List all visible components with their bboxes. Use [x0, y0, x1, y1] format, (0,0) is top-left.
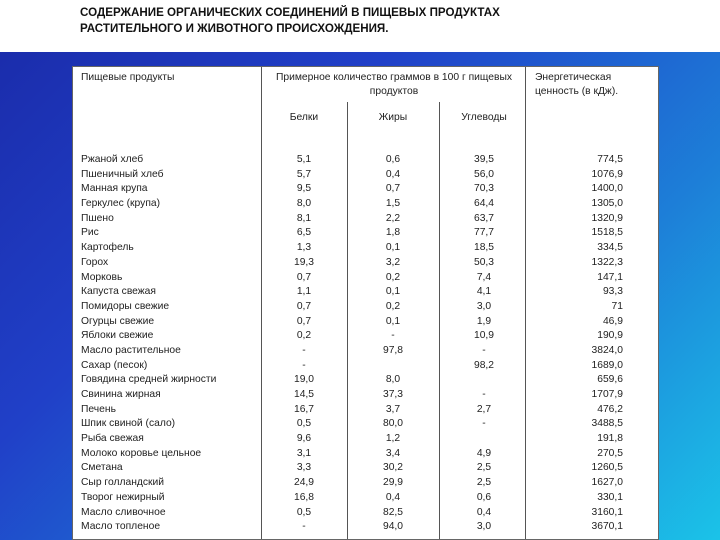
- carbs-value: 56,0: [473, 168, 495, 180]
- protein-value: -: [302, 521, 306, 533]
- product-name: Манная крупа: [81, 183, 148, 195]
- product-name: Горох: [81, 256, 109, 268]
- table-row: [73, 226, 658, 241]
- product-name: Молоко коровье цельное: [81, 447, 202, 459]
- table-row: [73, 168, 658, 183]
- fat-value: 30,2: [382, 462, 404, 474]
- energy-value: 71: [611, 300, 623, 312]
- slide-title: [0, 0, 720, 52]
- table-row: [73, 417, 658, 432]
- fat-value: 0,4: [385, 491, 401, 503]
- fat-value: 0,6: [385, 154, 401, 165]
- energy-value: 1689,0: [591, 359, 623, 371]
- energy-value: 1320,9: [591, 212, 623, 224]
- product-name: Огурцы свежие: [81, 315, 155, 327]
- protein-value: 0,2: [296, 330, 312, 342]
- carbs-value: -: [482, 418, 486, 430]
- fat-value: 2,2: [385, 212, 401, 224]
- product-name: Пшеничный хлеб: [81, 168, 164, 180]
- product-name: Помидоры свежие: [81, 300, 170, 312]
- header-energy: Энергетическая ценность (в кДж).: [535, 72, 619, 97]
- product-name: Морковь: [81, 271, 123, 283]
- energy-value: 93,3: [602, 286, 623, 298]
- product-name: Масло сливочное: [81, 506, 166, 518]
- table-row: [73, 315, 658, 330]
- table-row: [73, 403, 658, 418]
- protein-value: 0,5: [296, 418, 312, 430]
- fat-value: 37,3: [382, 389, 404, 400]
- fat-value: 3,7: [385, 403, 401, 415]
- protein-value: 5,7: [296, 168, 312, 180]
- energy-value: 1260,5: [591, 462, 623, 474]
- product-name: Творог нежирный: [81, 491, 165, 503]
- protein-value: -: [302, 359, 306, 371]
- energy-value: 1322,3: [591, 256, 623, 268]
- fat-value: 0,2: [385, 271, 401, 283]
- title-line-1: СОДЕРЖАНИЕ ОРГАНИЧЕСКИХ СОЕДИНЕНИЙ В ПИЩЕВЫХ ПРОДУКТАХ: [80, 6, 500, 19]
- table-body: [73, 153, 658, 535]
- protein-value: 0,7: [296, 300, 312, 312]
- header-products: Пищевые продукты: [81, 72, 175, 83]
- energy-value: 1707,9: [591, 389, 623, 400]
- fat-value: 1,5: [385, 198, 401, 210]
- energy-value: 334,5: [597, 242, 623, 254]
- fat-value: 82,5: [382, 506, 404, 518]
- protein-value: 3,1: [296, 447, 312, 459]
- fat-value: 1,2: [385, 433, 401, 445]
- table-row: [73, 329, 658, 344]
- header-fat: Жиры: [378, 112, 408, 123]
- table-row: [73, 506, 658, 521]
- product-name: Яблоки свежие: [81, 330, 154, 342]
- table-row: [73, 432, 658, 447]
- protein-value: 19,3: [293, 256, 315, 268]
- fat-value: 3,2: [385, 256, 401, 268]
- carbs-value: 39,5: [473, 154, 495, 165]
- protein-value: -: [302, 344, 306, 356]
- carbs-value: 18,5: [473, 242, 495, 254]
- fat-value: 97,8: [382, 344, 404, 356]
- table-row: [73, 447, 658, 462]
- energy-value: 774,5: [597, 154, 623, 165]
- fat-value: 0,4: [385, 168, 401, 180]
- protein-value: 8,1: [296, 212, 312, 224]
- table-row: [73, 388, 658, 403]
- carbs-value: 7,4: [476, 271, 492, 283]
- product-name: Ржаной хлеб: [81, 154, 144, 165]
- carbs-value: 3,0: [476, 300, 492, 312]
- fat-value: 8,0: [385, 374, 401, 386]
- table-row: [73, 153, 658, 168]
- product-name: Капуста свежая: [81, 286, 156, 298]
- fat-value: 29,9: [382, 477, 404, 489]
- carbs-value: -: [482, 389, 486, 400]
- product-name: Картофель: [81, 242, 134, 254]
- carbs-value: 2,5: [476, 477, 492, 489]
- energy-value: 3160,1: [591, 506, 623, 518]
- protein-value: 8,0: [296, 198, 312, 210]
- energy-value: 147,1: [597, 271, 623, 283]
- energy-value: 3824,0: [591, 344, 623, 356]
- carbs-value: 2,7: [476, 403, 492, 415]
- header-carbs: Углеводы: [461, 112, 507, 123]
- fat-value: 0,2: [385, 300, 401, 312]
- protein-value: 5,1: [296, 154, 312, 165]
- carbs-value: 98,2: [473, 359, 495, 371]
- product-name: Свинина жирная: [81, 389, 161, 400]
- carbs-value: 0,6: [476, 491, 492, 503]
- product-name: Сыр голландский: [81, 477, 165, 489]
- table-row: [73, 491, 658, 506]
- protein-value: 0,5: [296, 506, 312, 518]
- table-row: [73, 285, 658, 300]
- carbs-value: 2,5: [476, 462, 492, 474]
- fat-value: 1,8: [385, 227, 401, 239]
- product-name: Сметана: [81, 462, 123, 474]
- table-row: [73, 520, 658, 535]
- header-protein: Белки: [289, 112, 319, 123]
- energy-value: 1076,9: [591, 168, 623, 180]
- energy-value: 1400,0: [591, 183, 623, 195]
- product-name: Сахар (песок): [81, 359, 148, 371]
- product-name: Масло топленое: [81, 521, 161, 533]
- protein-value: 16,7: [293, 403, 315, 415]
- carbs-value: 77,7: [473, 227, 495, 239]
- protein-value: 1,1: [296, 286, 312, 298]
- table-row: [73, 461, 658, 476]
- protein-value: 1,3: [296, 242, 312, 254]
- product-name: Печень: [81, 403, 116, 415]
- table-row: [73, 344, 658, 359]
- product-name: Пшено: [81, 212, 114, 224]
- table-row: [73, 241, 658, 256]
- carbs-value: 64,4: [473, 198, 495, 210]
- carbs-value: 4,9: [476, 447, 492, 459]
- product-name: Рис: [81, 227, 99, 239]
- table-row: [73, 256, 658, 271]
- protein-value: 14,5: [293, 389, 315, 400]
- energy-value: 270,5: [597, 447, 623, 459]
- product-name: Масло растительное: [81, 344, 181, 356]
- energy-value: 330,1: [597, 491, 623, 503]
- energy-value: 1518,5: [591, 227, 623, 239]
- fat-value: 0,7: [385, 183, 401, 195]
- energy-value: 3670,1: [591, 521, 623, 533]
- table-row: [73, 359, 658, 374]
- table-row: [73, 212, 658, 227]
- fat-value: -: [391, 330, 395, 342]
- energy-value: 3488,5: [591, 418, 623, 430]
- carbs-value: 3,0: [476, 521, 492, 533]
- protein-value: 0,7: [296, 271, 312, 283]
- product-name: Шпик свиной (сало): [81, 418, 176, 430]
- energy-value: 46,9: [602, 315, 623, 327]
- carbs-value: 70,3: [473, 183, 495, 195]
- table-row: [73, 300, 658, 315]
- energy-value: 191,8: [597, 433, 623, 445]
- table-row: [73, 182, 658, 197]
- table-row: [73, 373, 658, 388]
- protein-value: 19,0: [293, 374, 315, 386]
- product-name: Рыба свежая: [81, 433, 144, 445]
- carbs-value: -: [482, 344, 486, 356]
- table-row: [73, 271, 658, 286]
- carbs-value: 4,1: [476, 286, 492, 298]
- energy-value: 1305,0: [591, 198, 623, 210]
- protein-value: 3,3: [296, 462, 312, 474]
- fat-value: 3,4: [385, 447, 401, 459]
- nutrition-table: [72, 66, 659, 540]
- carbs-value: 1,9: [476, 315, 492, 327]
- product-name: Геркулес (крупа): [81, 198, 161, 210]
- protein-value: 6,5: [296, 227, 312, 239]
- table-row: [73, 197, 658, 212]
- table-row: [73, 476, 658, 491]
- carbs-value: 10,9: [473, 330, 495, 342]
- protein-value: 9,6: [296, 433, 312, 445]
- fat-value: 80,0: [382, 418, 404, 430]
- fat-value: 94,0: [382, 521, 404, 533]
- energy-value: 476,2: [597, 403, 623, 415]
- energy-value: 1627,0: [591, 477, 623, 489]
- protein-value: 0,7: [296, 315, 312, 327]
- fat-value: 0,1: [385, 315, 401, 327]
- carbs-value: 0,4: [476, 506, 492, 518]
- protein-value: 24,9: [293, 477, 315, 489]
- carbs-value: 63,7: [473, 212, 495, 224]
- title-line-2: РАСТИТЕЛЬНОГО И ЖИВОТНОГО ПРОИСХОЖДЕНИЯ.: [80, 22, 389, 35]
- fat-value: 0,1: [385, 286, 401, 298]
- header-grams: Примерное количество граммов в 100 г пищевых продуктов: [275, 72, 513, 97]
- product-name: Говядина средней жирности: [81, 374, 217, 386]
- energy-value: 190,9: [597, 330, 623, 342]
- energy-value: 659,6: [597, 374, 623, 386]
- protein-value: 9,5: [296, 183, 312, 195]
- protein-value: 16,8: [293, 491, 315, 503]
- carbs-value: 50,3: [473, 256, 495, 268]
- fat-value: 0,1: [385, 242, 401, 254]
